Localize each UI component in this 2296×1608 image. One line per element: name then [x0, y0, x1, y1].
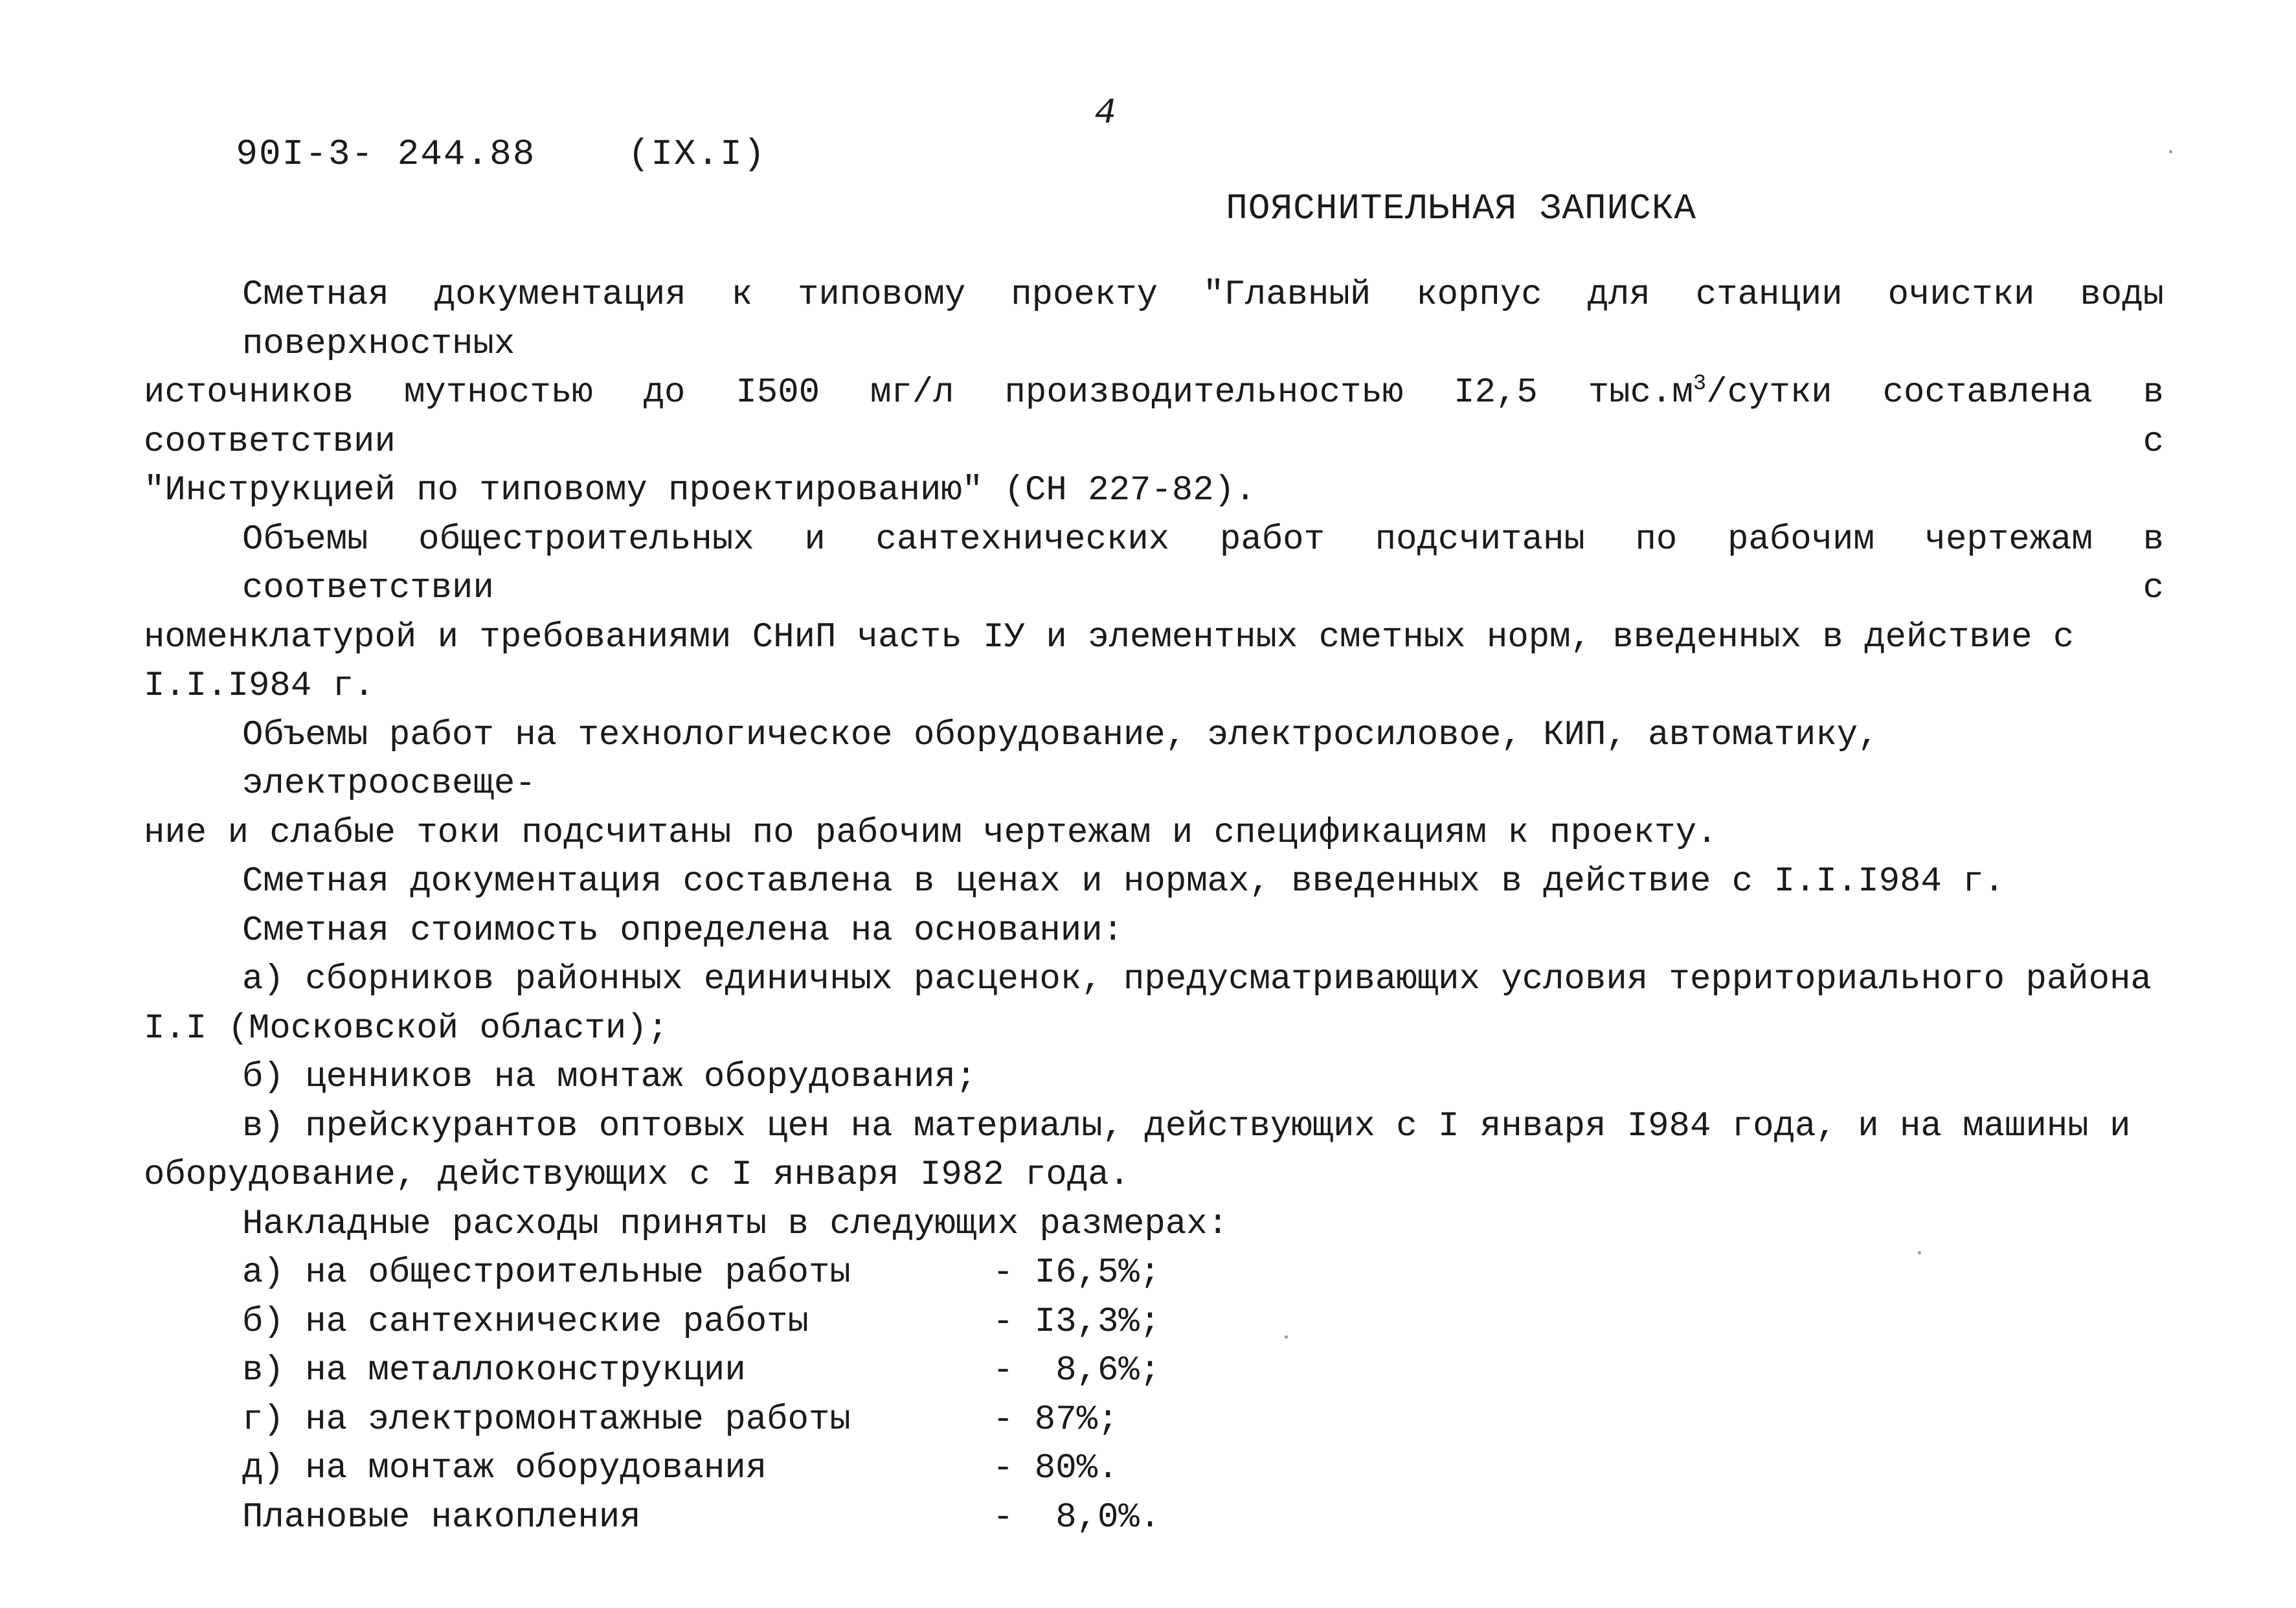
paragraph-8-line-1: в) прейскурантов оптовых цен на материалы, действующих с I января I984 года, и на машины и — [242, 1106, 2131, 1146]
paragraph-6-line-2: I.I (Московской области); — [144, 1008, 669, 1048]
rate-label: д) на монтаж оборудования — [242, 1449, 767, 1488]
rate-value: - 87%; — [993, 1399, 1119, 1440]
rate-label: а) на общестроительные работы — [242, 1253, 851, 1293]
document-code-number: 90I-3- 244.88 — [236, 133, 536, 175]
rate-label: Плановые накопления — [242, 1497, 641, 1537]
paragraph-2-line-3: I.I.I984 г. — [144, 666, 375, 706]
paragraph-1-line-1: Сметная документация к типовому проекту "Главный корпус для станции очистки воды поверхностных — [242, 275, 2185, 364]
paragraph-1-line-2-end: /сутки составлена в соответствии с — [144, 373, 2185, 462]
scan-speck — [1918, 1251, 1921, 1254]
rate-value: - I6,5%; — [993, 1253, 1161, 1293]
scan-speck — [1285, 1335, 1288, 1339]
document-section: (IX.I) — [627, 133, 767, 175]
page-title: ПОЯСНИТЕЛЬНАЯ ЗАПИСКА — [1226, 188, 1696, 229]
list-item — [144, 1298, 2164, 1347]
rate-value: - 8,6%; — [993, 1351, 1161, 1390]
paragraph-2-line-1: Объемы общестроительных и сантехнических работ подсчитаны по рабочим чертежам в соответствии с — [242, 519, 2185, 608]
paragraph-1-line-2-start: источников мутностью до I500 мг/л производительностью I2,5 тыс.м — [144, 373, 1693, 413]
cubic-superscript: 3 — [1693, 372, 1707, 396]
rate-label: г) на электромонтажные работы — [242, 1399, 851, 1440]
paragraph-3-line-1: Объемы работ на технологическое оборудование, электросиловое, КИП, автоматику, электроосвеще- — [242, 715, 1900, 804]
document-body — [144, 271, 2185, 1542]
list-item — [144, 1444, 2164, 1493]
paragraph-4: Сметная документация составлена в ценах и нормах, введенных в действие с I.I.I984 г. — [242, 862, 2005, 901]
rate-label: б) на сантехнические работы — [242, 1302, 809, 1342]
rate-value: - 80%. — [993, 1449, 1119, 1488]
list-item — [144, 1346, 2164, 1396]
list-item — [144, 1249, 2164, 1298]
scan-speck — [2169, 150, 2172, 153]
paragraph-1-line-2 — [144, 368, 2185, 466]
paragraph-7: б) ценников на монтаж оборудования; — [242, 1058, 977, 1097]
paragraph-6-line-1: а) сборников районных единичных расценок, предусматривающих условия территориального района — [242, 960, 2152, 999]
rate-value: - I3,3%; — [993, 1302, 1161, 1342]
list-item — [144, 1493, 2164, 1543]
rate-value: - 8,0%. — [993, 1497, 1161, 1537]
overhead-rates-list — [144, 1249, 2164, 1542]
paragraph-8-line-2: оборудование, действующих с I января I982 года. — [144, 1155, 1131, 1195]
paragraph-5: Сметная стоимость определена на основании: — [242, 911, 1124, 951]
paragraph-1-line-3: "Инструкцией по типовому проектированию" (СН 227-82). — [144, 471, 1256, 510]
list-item — [144, 1396, 2164, 1445]
paragraph-3-line-2: ние и слабые токи подсчитаны по рабочим чертежам и спецификациям к проекту. — [144, 813, 1718, 853]
rate-label: в) на металлоконструкции — [242, 1351, 746, 1390]
paragraph-9: Накладные расходы приняты в следующих размерах: — [242, 1204, 1229, 1244]
paragraph-2-line-2: номенклатурой и требованиями СНиП часть IУ и элементных сметных норм, введенных в действие с — [144, 617, 2075, 657]
page-number: 4 — [1094, 92, 1118, 133]
